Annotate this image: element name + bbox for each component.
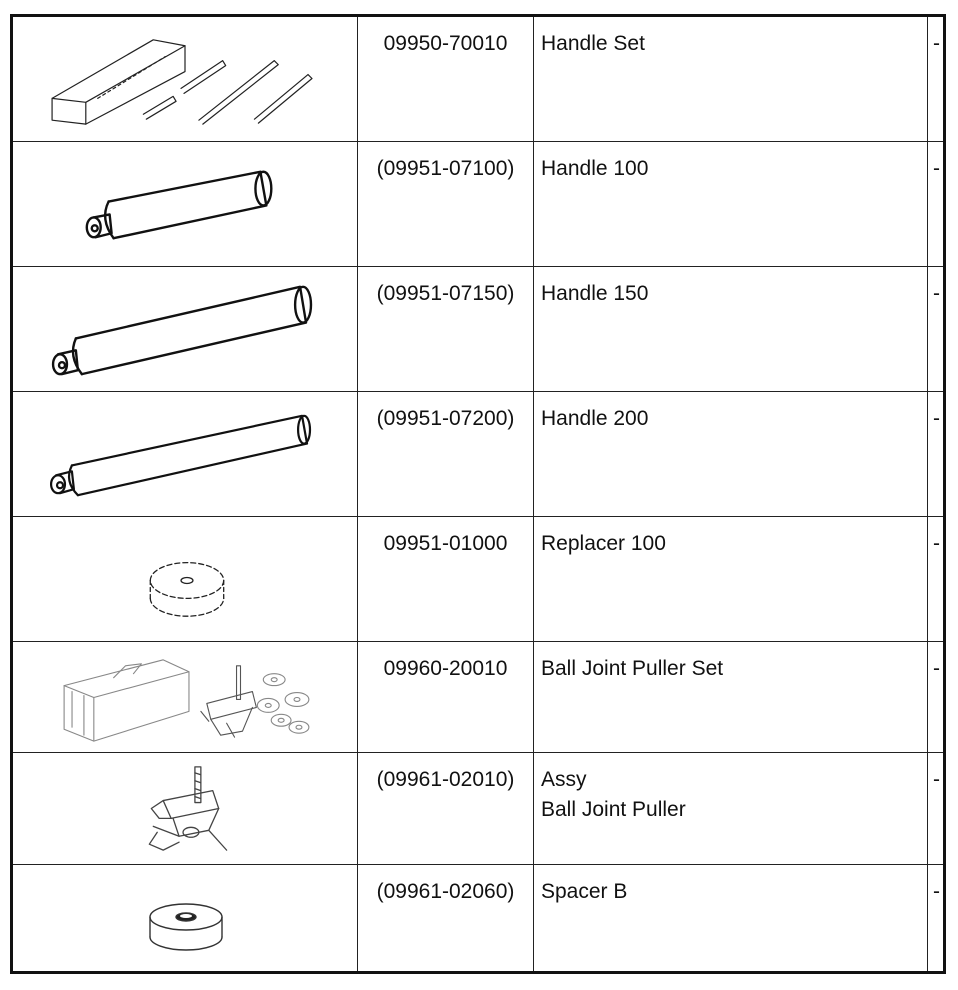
table-row [13, 865, 943, 971]
part-number: (09951-07150) [376, 282, 515, 305]
part-number: 09960-20010 [383, 657, 508, 680]
table-row [13, 17, 943, 142]
tool-name: Handle 150 [541, 282, 649, 305]
tool-mark: - [933, 768, 940, 791]
ball-joint-puller-set-icon [13, 642, 358, 752]
tool-illustration-cell [13, 392, 358, 516]
tool-name: Handle 200 [541, 407, 649, 430]
tool-illustration-cell [13, 17, 358, 141]
tool-name: Assy Ball Joint Puller [541, 768, 686, 821]
tool-name: Handle 100 [541, 157, 649, 180]
handle-200-icon [13, 392, 358, 516]
tool-mark: - [933, 32, 940, 55]
tool-name: Spacer B [541, 880, 628, 903]
table-row [13, 392, 943, 517]
tool-mark: - [933, 282, 940, 305]
table-row [13, 267, 943, 392]
tool-illustration-cell [13, 267, 358, 391]
tool-mark: - [933, 657, 940, 680]
part-number: 09950-70010 [383, 32, 508, 55]
tool-mark: - [933, 880, 940, 903]
tool-mark: - [933, 532, 940, 555]
replacer-disc-icon [13, 517, 358, 641]
part-number: (09951-07200) [376, 407, 515, 430]
table-row [13, 142, 943, 267]
tool-illustration-cell [13, 865, 358, 971]
tool-mark: - [933, 407, 940, 430]
table-row [13, 642, 943, 753]
tool-illustration-cell [13, 642, 358, 752]
table-row [13, 753, 943, 865]
tool-illustration-cell [13, 753, 358, 864]
handle-100-icon [13, 142, 358, 266]
tool-name: Ball Joint Puller Set [541, 657, 724, 680]
tool-name: Replacer 100 [541, 532, 666, 555]
table-row [13, 517, 943, 642]
part-number: (09961-02060) [376, 880, 515, 903]
tool-illustration-cell [13, 517, 358, 641]
special-tools-table [10, 14, 946, 974]
tool-illustration-cell [13, 142, 358, 266]
handle-150-icon [13, 267, 358, 391]
handle-set-icon [13, 17, 358, 141]
part-number: (09951-07100) [376, 157, 515, 180]
ball-joint-puller-icon [13, 753, 358, 864]
tool-mark: - [933, 157, 940, 180]
part-number: (09961-02010) [376, 768, 515, 791]
tool-name: Handle Set [541, 32, 645, 55]
spacer-icon [13, 865, 358, 971]
part-number: 09951-01000 [383, 532, 508, 555]
